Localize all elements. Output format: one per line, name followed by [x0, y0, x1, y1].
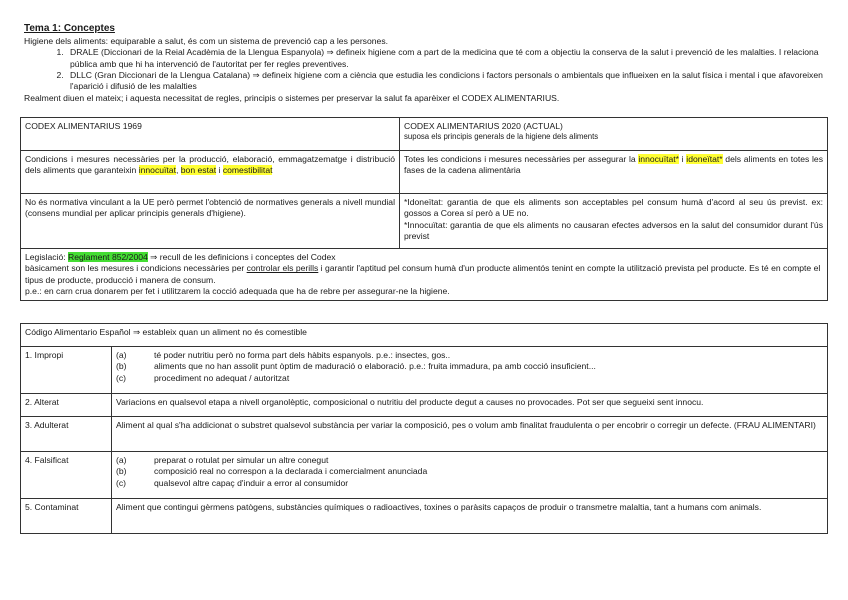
cae-label-falsificat: 4. Falsificat	[21, 452, 112, 499]
cae-content-falsificat	[112, 452, 828, 499]
legislacio-example: p.e.: en carn crua donarem per fet i utilitzarem la cocció adequada que ha de rebre per assegurar-ne la higiene.	[25, 286, 450, 297]
list-item-drale: 1. DRALE (Diccionari de la Reial Acadèmia de la Llengua Espanyola) ⇒ defineix higiene com a part de la medicina que té com a objectiu la conserva de la salut i prevenció de les malalties. I relaciona pública amb que hi ha intervenció de l'autoritat per fer regles preventives.	[66, 47, 824, 70]
sub-marker: (c)	[116, 372, 127, 383]
codex-2020-title: CODEX ALIMENTARIUS 2020 (ACTUAL)	[404, 121, 563, 131]
codex-2020-notes	[400, 194, 828, 249]
note-idoneitat: *Idoneïtat: garantia de que els aliments son acceptables pel consum humà d'acord al seu ús previst. ex: gossos a Corea sí però a UE no.	[404, 197, 823, 219]
cae-content-impropi	[112, 347, 828, 394]
list-item	[116, 350, 823, 361]
dictionary-list	[24, 47, 824, 92]
def-2020-rest: dels aliments en totes les fases de la cadena alimentària	[404, 154, 824, 176]
cae-label-adulterat: 3. Adulterat	[21, 417, 112, 452]
cae-table	[20, 323, 828, 534]
codex-2020-definition	[400, 151, 828, 194]
highlight-reglament: Reglament 852/2004	[68, 252, 148, 262]
underlined-perills: controlar els perills	[246, 263, 319, 274]
sub-marker: (a)	[116, 455, 127, 465]
codex-table	[20, 117, 828, 301]
legislacio-cell	[21, 249, 828, 301]
sub-marker: (c)	[116, 477, 127, 488]
cae-label-contaminat: 5. Contaminat	[21, 499, 112, 534]
intro-closing: Realment diuen el mateix; i aquesta necessitat de regles, principis o sistemes per preservar la salut fa aparèixer el CODEX ALIMENTARIUS.	[24, 92, 560, 103]
sub-text: preparat o rotulat per simular un altre conegut	[154, 455, 329, 465]
codex-2020-subtitle: suposa els principis generals de la higiene dels aliments	[404, 132, 599, 142]
highlight-innocuitat-2020: innocuïtat*	[638, 154, 679, 164]
page-title: Tema 1: Conceptes	[24, 23, 115, 34]
sub-marker: (b)	[116, 466, 127, 477]
def-1969-sep2: i	[216, 165, 223, 176]
def-1969-sep: ,	[175, 165, 181, 176]
list-item	[116, 361, 823, 372]
highlight-comestibilitat: comestibilitat	[222, 165, 273, 176]
list-item	[116, 466, 823, 477]
def-2020-sep: i	[679, 154, 687, 164]
def-2020-text: Totes les condicions i mesures necessàries per assegurar la	[404, 154, 639, 164]
intro-section	[24, 36, 824, 104]
list-item	[116, 478, 823, 489]
list-item-dllc: 2. DLLC (Gran Diccionari de la Llengua Catalana) ⇒ defineix higiene com a ciència que estudia les condicions i factors personals o ambientals que influeixen en la salut física i mental i que afavoreixen l'aparició i difusió de les malalties	[66, 70, 824, 93]
legislacio-line2-a: bàsicament son les mesures i condicions necessàries per	[25, 263, 247, 274]
def-1969-text: Condicions i mesures necessàries per la producció, elaboració, emmagatzematge i distribució dels aliments que garanteixin	[25, 154, 395, 176]
cae-label-impropi: 1. Impropi	[21, 347, 112, 394]
sub-text: procediment no adequat / autoritzat	[154, 372, 290, 383]
codex-1969-title: CODEX ALIMENTARIUS 1969	[25, 121, 142, 131]
hygiene-definition: Higiene dels aliments: equiparable a salut, és com un sistema de prevenció cap a les persones.	[24, 36, 389, 46]
cae-content-alterat: Variacions en qualsevol etapa a nivell organolèptic, composicional o nutritiu del producte degut a causes no provocades. Pot ser que segueixi sent innocu.	[112, 394, 828, 417]
cae-label-alterat: 2. Alterat	[21, 394, 112, 417]
list-item	[116, 455, 823, 466]
highlight-innocuitat: innocuïtat	[138, 165, 176, 176]
sub-marker: (b)	[116, 361, 127, 372]
codex-2020-header	[400, 118, 828, 151]
highlight-bon-estat: bon estat	[180, 165, 217, 176]
legislacio-label: Legislació:	[25, 252, 68, 262]
cae-content-contaminat: Aliment que contingui gèrmens patògens, substàncies químiques o radioactives, toxines o paràsits capaços de produir o transmetre malaltia, tant a humans com animals.	[112, 499, 828, 534]
note-innocuitat: *Innocuïtat: garantia de que els aliments no causaran efectes adversos en la salut del consumidor durant l'ús previst	[404, 219, 823, 242]
codex-1969-header	[21, 118, 400, 151]
highlight-idoneitat: idoneïtat*	[686, 154, 723, 164]
legislacio-desc: ⇒ recull de les definicions i conceptes del Codex	[147, 252, 336, 262]
list-item	[116, 373, 823, 384]
cae-content-adulterat: Aliment al qual s'ha addicionat o substret qualsevol substància per variar la composició, pes o volum amb finalitat fraudulenta o per encobrir o corregir un defecte. (FRAU ALIMENTARI)	[112, 417, 828, 452]
codex-1969-definition	[21, 151, 400, 194]
legislacio-line2-b: i garantir l'aptitud pel consum humà d'un producte alimentós tenint en compte la utilització prevista pel producte. Es té en compte el tipus de producte, producció i manera de consum.	[25, 263, 821, 285]
sub-text: qualsevol altre capaç d'induir a error al consumidor	[154, 477, 349, 488]
sub-marker: (a)	[116, 350, 127, 360]
codex-1969-note: No és normativa vinculant a la UE però permet l'obtenció de normatives generals a nivell mundial (consens mundial per aplicar principis generals d'higiene).	[21, 194, 400, 249]
sub-text: té poder nutritiu però no forma part dels hàbits espanyols. p.e.: insectes, gos..	[154, 350, 451, 360]
cae-header: Código Alimentario Español ⇒ estableix quan un aliment no és comestible	[21, 324, 828, 347]
sub-text: aliments que no han assolit punt òptim de maduració o elaboració. p.e.: fruita immadura, pa amb cocció insuficient...	[154, 361, 596, 372]
sub-text: composició real no correspon a la declarada i comercialment anunciada	[154, 466, 428, 477]
